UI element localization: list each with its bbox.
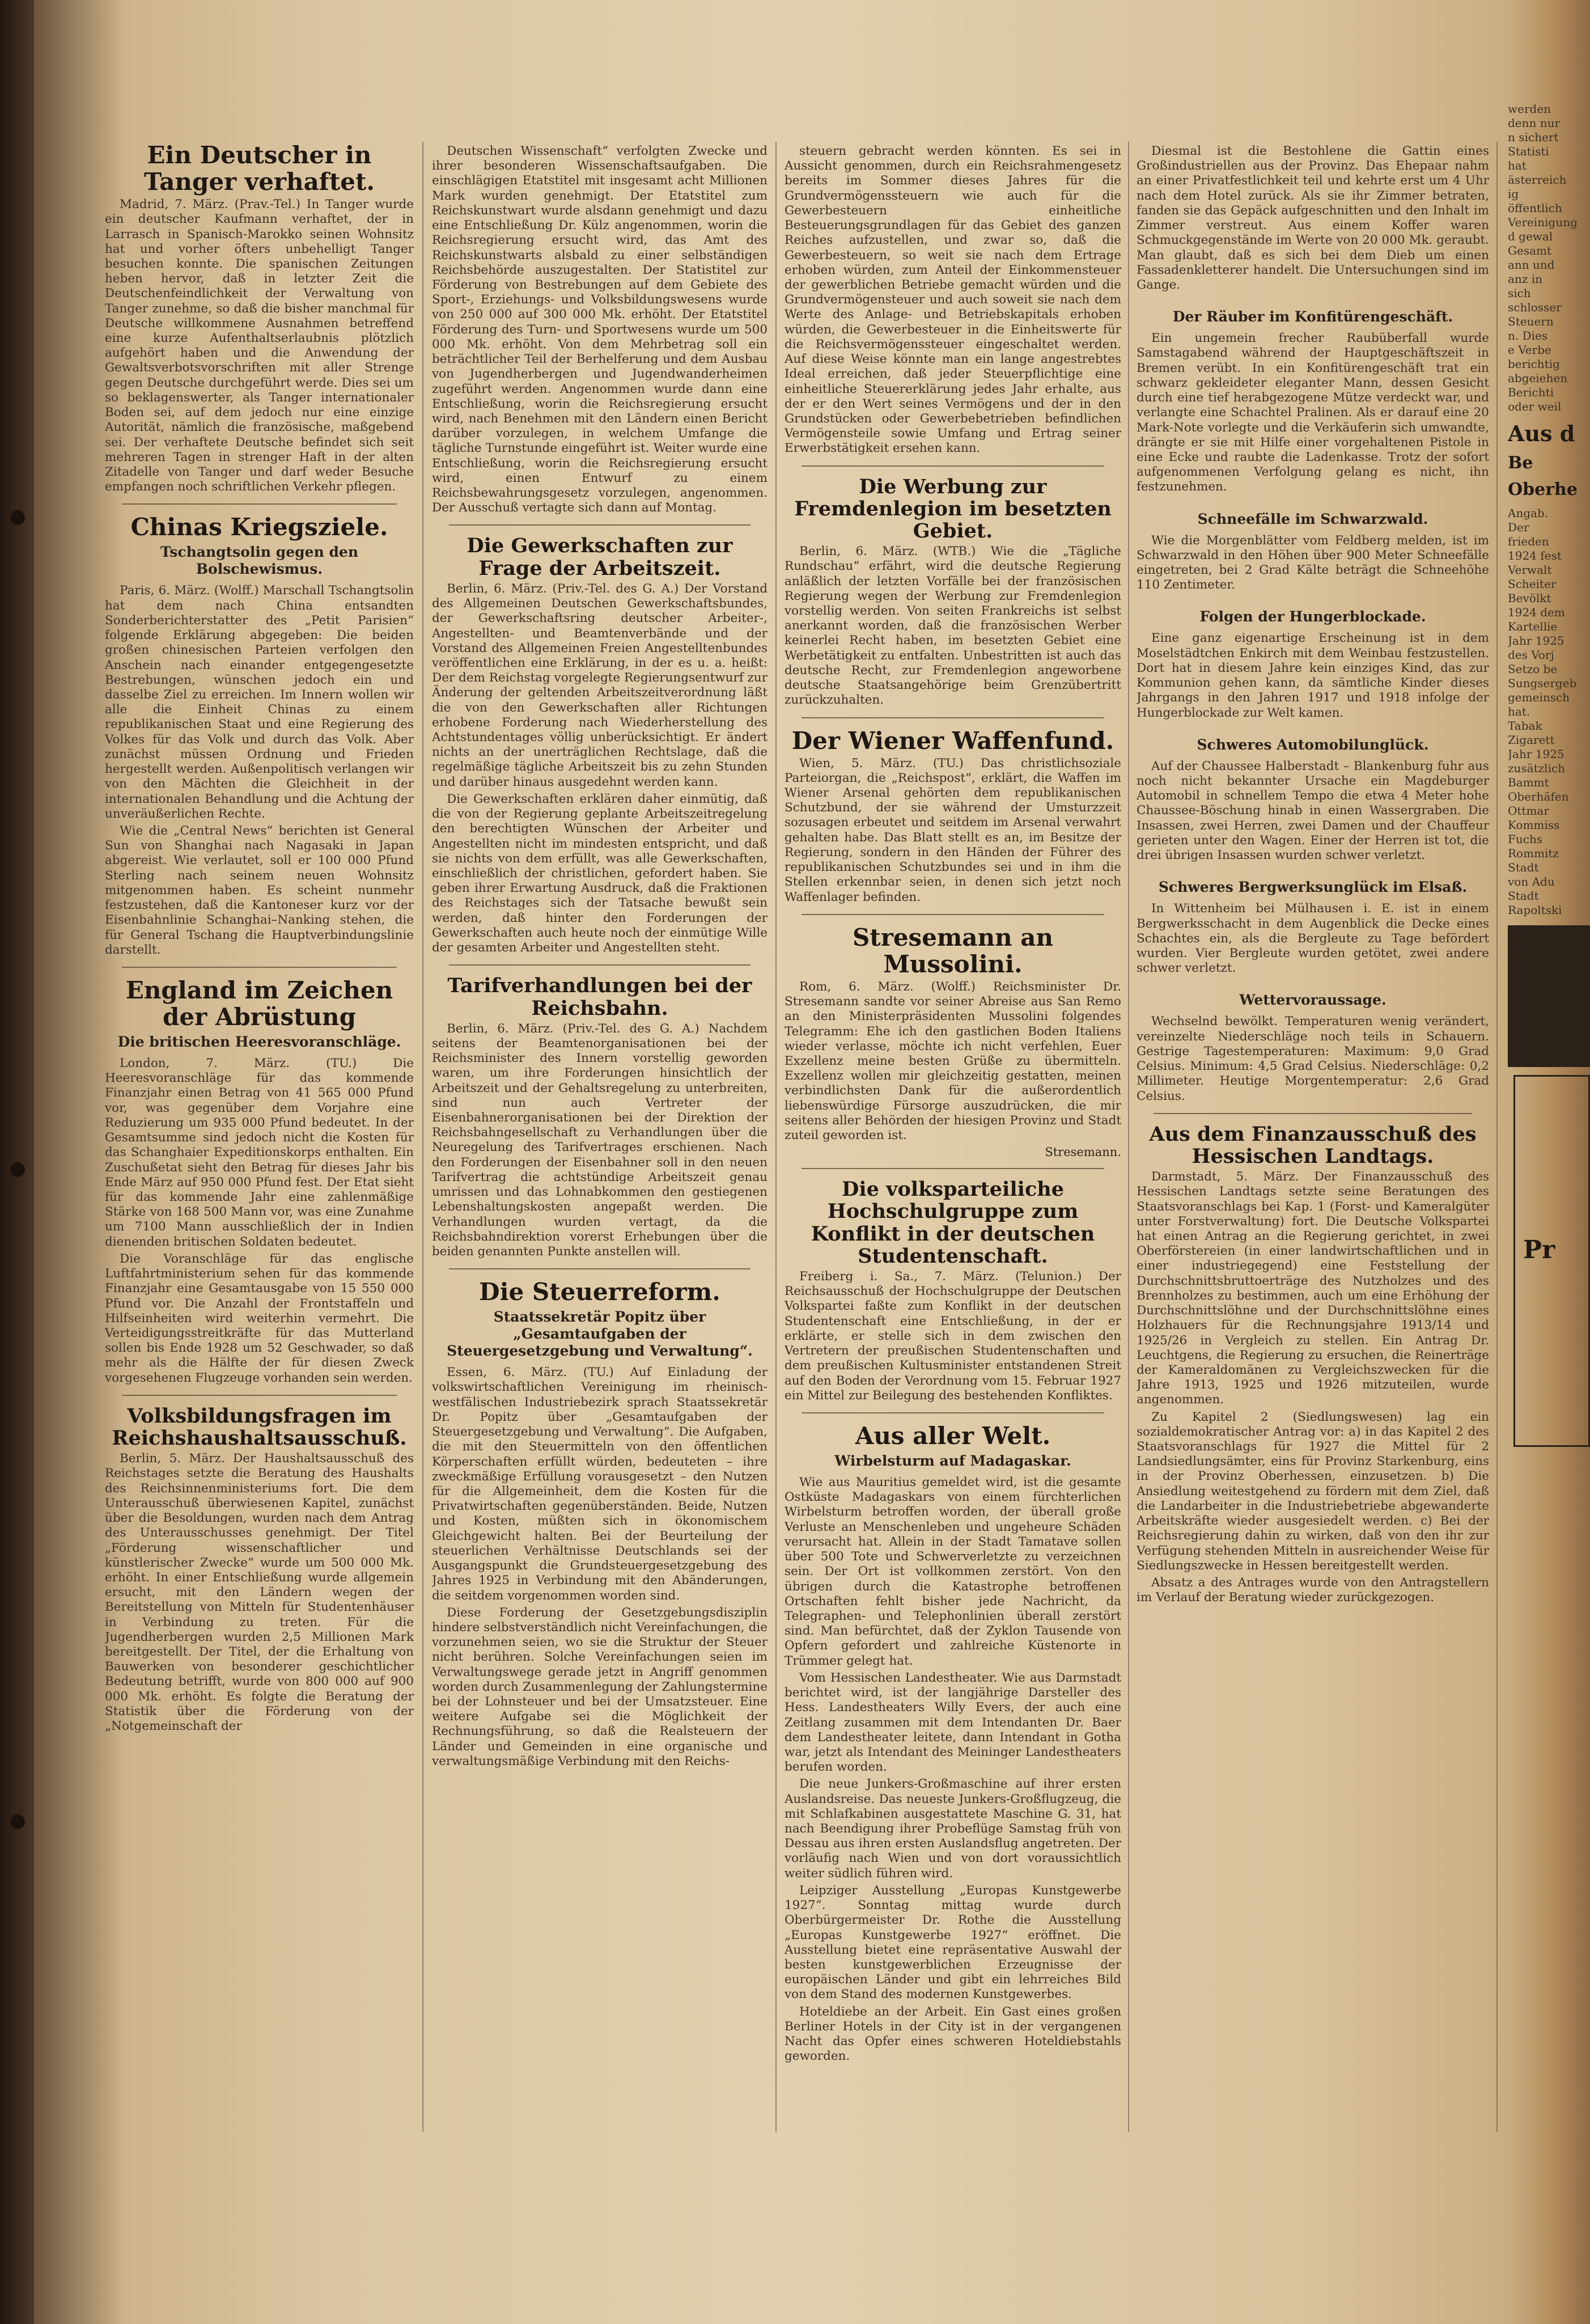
article-separator [122, 1395, 397, 1396]
next-page-line: Rommitz [1508, 846, 1559, 860]
article-paragraph: Deutschen Wissenschaft“ verfolgten Zwecke und ihrer besonderen Wissenschaftsaufgaben. Die einschlägigen Etatstitel mit insgesamt acht Millionen Mark wurden genehmigt. Der Etatstitel zum Reichskunstwart wurde alsdann genehmigt und dazu eine Entschließung Dr. Külz angenommen, worin die Reichsregierung ersucht wird, das Amt des Reichskunstwarts alsbald zu einer selbständigen Reichsbehörde auszugestalten. Der Statistitel zur Förderung von Bestrebungen auf dem Gebiete des Sport-, Erziehungs- und Volksbildungswesens wurde von 250 000 auf 300 000 Mk. erhöht. Der Etatstitel Förderung des Turn- und Sportwesens wurde um 500 000 Mk. erhöht. Von dem Mehrbetrag soll ein beträchtlicher Teil der Berhelferung und dem Ausbau von Jugendherbergen und Jugendwanderheimen zugeführt werden. Angenommen wurde dann eine Entschließung, worin die Reichsregierung ersucht wird, nach Benehmen mit den Ländern einen Bericht darüber vorzulegen, in welchem Umfange die tägliche Turnstunde eingeführt ist. Weiter wurde eine Entschließung, worin die Reichsregierung ersucht wird, einen Entwurf zu einem Reichsbewahrungsgesetz vorzulegen, angenommen. Der Ausschuß vertagte sich dann auf Montag. [432, 144, 768, 515]
spacer [1137, 595, 1489, 605]
column-rule [775, 142, 777, 2132]
article-paragraph: Wie aus Mauritius gemeldet wird, ist die gesamte Ostküste Madagaskars von einem fürchterlichen Wirbelsturm betroffen worden, der überall große Verluste an Menschenleben und ungeheure Schäden verursacht hat. Allein in der Stadt Tamatave sollen über 500 Tote und Schwerverletzte zu verzeichnen sein. Der Ort ist vollkommen zerstört. Von den übrigen durch die Katastrophe betroffenen Ortschaften fehlt bisher jede Nachricht, da Telegraphen- und Telephonlinien überall zerstört sind. Man befürchtet, daß der Zyklon Tausende von Opfern gefordert und zahlreiche Küstenorte in Trümmer gelegt hat. [785, 1475, 1121, 1668]
article [105, 967, 414, 1386]
article-paragraph: Ein ungemein frecher Raubüberfall wurde Samstagabend während der Hauptgeschäftszeit in Bremen verübt. In ein Konfitürengeschäft trat ein schwarz gekleideter eleganter Mann, dessen Gesicht durch eine tief herabgezogene Mütze verdeckt war, und verlangte eine Schachtel Pralinen. Als er darauf eine 20 Mark-Note vorlegte und die Verkäuferin sich umwandte, drängte er sie mit Hilfe einer vorgehaltenen Pistole in eine Ecke und raubte die Ladenkasse. Trotz der sofort aufgenommenen Verfolgung gelang es nicht, ihn festzunehmen. [1137, 331, 1489, 494]
article-headline: Aus dem Finanzausschuß des Hessischen Landtags. [1149, 1122, 1477, 1168]
next-page-line: hat [1508, 159, 1527, 172]
article [432, 144, 768, 515]
next-page-line: d gewal [1508, 230, 1553, 243]
article-separator [449, 964, 751, 966]
column-rule [1128, 142, 1129, 2132]
next-page-line: 1924 fest [1508, 549, 1562, 562]
next-page-line: Setzo be [1508, 662, 1558, 676]
article-paragraph: Madrid, 7. März. (Prav.-Tel.) In Tanger wurde ein deutscher Kaufmann verhaftet, der in Larrasch in Spanisch-Marokko seinen Wohnsitz hat und vorher öfters unbehelligt Tanger besuchen konnte. Die spanischen Zeitungen heben hervor, daß in letzter Zeit die Deutschenfeindlichkeit der Verwaltung von Tanger zunehme, so daß die bisher manchmal für Deutsche willkommene Ausnahmen betreffend eine kurze Aufenthaltserlaubnis plötzlich aufgehört haben und die Anwendung der Gewaltsverbotsvorschriften mit aller Strenge gegen Deutsche durchgeführt werde. Dies sei um so beklagenswerter, als Tanger internationaler Boden sei, auf dem jedoch nur eine einzige Autorität, nämlich die französische, maßgebend sei. Der verhaftete Deutsche befindet sich seit mehreren Tagen in strenger Haft in der alten Zitadelle von Tanger und darf weder Besuche empfangen noch schriftlichen Verkehr pflegen. [105, 197, 414, 494]
next-page-heading: Oberhe [1508, 480, 1578, 499]
article-separator [802, 1168, 1104, 1169]
article-subhead: Staatssekretär Popitz über „Gesamtaufgaben der Steuergesetzgebung und Verwaltung“. [447, 1309, 753, 1360]
next-page-line: Bammt [1508, 776, 1549, 789]
article-subhead: Wirbelsturm auf Madagaskar. [834, 1453, 1071, 1469]
column-rule [422, 142, 423, 2132]
article-paragraph: Rom, 6. März. (Wolff.) Reichsminister Dr. Stresemann sandte vor seiner Abreise aus San Remo an den Ministerpräsidenten Mussolini folgendes Telegramm: Ehe ich den gastlichen Boden Italiens wieder verlasse, möchte ich nicht verfehlen, Euer Exzellenz meine besten Grüße zu übermitteln. Exzellenz wollen mir gleichzeitig gestatten, meinen verbindlichsten Dank für die außerordentlich liebenswürdige Fürsorge auszudrücken, die mir seitens aller Behörden der hiesigen Provinz und Stadt zuteil geworden ist. [785, 979, 1121, 1143]
next-page-line: Sungsergeb [1508, 676, 1577, 690]
article-separator [802, 1412, 1104, 1413]
next-page-line: Oberhäfen [1508, 790, 1569, 803]
next-page-line: anz in [1508, 272, 1542, 286]
article [785, 1168, 1121, 1403]
article-subhead: Schweres Bergwerksunglück im Elsaß. [1158, 879, 1468, 896]
article-subhead: Die britischen Heeresvoranschläge. [117, 1034, 401, 1050]
next-page-line: n. Dies [1508, 329, 1548, 342]
next-page-heading: Aus d [1508, 421, 1575, 446]
article-headline: Volksbildungsfragen im Reichshaushaltsausschuß. [112, 1404, 407, 1450]
article [785, 465, 1121, 708]
article [432, 964, 768, 1259]
next-page-line: ästerreich [1508, 173, 1567, 187]
next-page-line: Bevölkt [1508, 591, 1551, 605]
next-page-line: oder weil [1508, 400, 1562, 413]
binding-hole [10, 1162, 25, 1177]
next-page-line: von Adu [1508, 875, 1555, 888]
next-page-line: schlosser [1508, 300, 1562, 314]
next-page-line: Ottmar [1508, 804, 1549, 818]
column-2 [432, 142, 768, 2160]
column-3 [785, 142, 1121, 2160]
next-page-line: sich [1508, 286, 1531, 300]
next-page-frame [1513, 1075, 1590, 1447]
article-headline: Die Steuerreform. [479, 1278, 720, 1306]
article [105, 503, 414, 958]
article-signature: Stresemann. [1045, 1145, 1121, 1159]
next-page-line: abgeiehen [1508, 371, 1568, 385]
next-page-line: Kartellie [1508, 620, 1558, 633]
article [432, 1268, 768, 1769]
article-separator [1154, 1113, 1472, 1114]
next-page-line: 1924 dem [1508, 606, 1565, 619]
article-subhead: Tschangtsolin gegen den Bolschewismus. [160, 544, 359, 578]
article-paragraph: Paris, 6. März. (Wolff.) Marschall Tschangtsolin hat dem nach China entsandten Sonderberichterstatter des „Petit Parisien“ folgende Erklärung abgegeben: Die beiden großen chinesischen Parteien verfolgen den Anschein nach einander entgegengesetzte Bestrebungen, wünschen jedoch ein und dasselbe Ziel zu erreichen. Im Innern wollen wir alle die Einheit Chinas zu einem republikanischen Staat und eine Regierung des Volkes für das Volk und durch das Volk. Aber zunächst müssen Ordnung und Frieden hergestellt werden. Außenpolitisch verlangen wir von den Mächten die Gleichheit in der internationalen Behandlung und die Achtung der unveräußerlichen Rechte. [105, 583, 414, 821]
article-separator [802, 717, 1104, 718]
column-rule [1496, 142, 1498, 2132]
article [785, 914, 1121, 1159]
next-page-line: n sichert [1508, 130, 1559, 144]
article-paragraph: Absatz a des Antrages wurde von den Antragstellern im Verlauf der Beratung wieder zurückgezogen. [1137, 1576, 1489, 1605]
next-page-line: Stadt [1508, 861, 1539, 874]
next-page-line: Statisti [1508, 145, 1549, 158]
next-page-edge [1508, 102, 1590, 2200]
article-subhead: Wettervoraussage. [1239, 992, 1387, 1009]
article [1137, 723, 1489, 863]
article-headline: Die Gewerkschaften zur Frage der Arbeitszeit. [467, 534, 733, 580]
article [785, 144, 1121, 456]
article-paragraph: Eine ganz eigenartige Erscheinung ist in dem Moselstädtchen Enkirch mit dem Weinbau festzustellen. Dort hat in diesem Jahre kein einziges Kind, das zur Kommunion gehen kann, da sämtliche Kinder dieses Jahrgangs in den Jahren 1917 und 1918 infolge der Hungerblockade zur Welt kamen. [1137, 631, 1489, 720]
article-subhead: Schneefälle im Schwarzwald. [1197, 510, 1428, 527]
article-paragraph: Wien, 5. März. (TU.) Das christlichsoziale Parteiorgan, die „Reichspost“, erklärt, die Waffen im Wiener Arsenal gehörten dem republikanischen Schutzbund, der sie während der Umsturzzeit sozusagen erbeutet und seitdem im Arsenal verwahrt gehalten habe. Das Blatt stellt es an, im Besitze der Regierung, sondern in den Händen der Führer des republikanischen Schutzbundes sei und in ihm die Stellen erkennbar seien, in denen sich jetzt noch Waffenlager befinden. [785, 756, 1121, 904]
article-paragraph: Diesmal ist die Bestohlene die Gattin eines Großindustriellen aus der Provinz. Das Ehepaar nahm an einer Privatfestlichkeit teil und kehrte erst um 4 Uhr nach dem Hotel zurück. Als sie ihr Zimmer betraten, fanden sie das Gepäck aufgeschnitten und den Inhalt im Zimmer verstreut. Aus einem Koffer waren Schmuckgegenstände im Werte von 20 000 Mk. geraubt. Man glaubt, daß es sich bei dem Dieb um einen Fassadenkletterer handelt. Die Untersuchungen sind im Gange. [1137, 144, 1489, 292]
article [105, 1395, 414, 1734]
next-page-dark-block [1508, 925, 1590, 1067]
next-page-line: Kommiss [1508, 818, 1560, 832]
next-page-line: Stadt [1508, 889, 1539, 903]
article-paragraph: Essen, 6. März. (TU.) Auf Einladung der volkswirtschaftlichen Vereinigung im rheinisch-westfälischen Industriebezirk sprach Staatssekretär Dr. Popitz über „Gesamtaufgaben der Steuergesetzgebung und Verwaltung“. Die Aufgaben, die mit den Steuermitteln von den öffentlichen Körperschaften erfüllt würden, bedeuteten – ihre zweckmäßige Erfüllung vorausgesetzt – den Nutzen für die Allgemeinheit, dem die Kosten für die Privatwirtschaften gegenüberständen. Beide, Nutzen und Kosten, müßten sich in ökonomischem Gleichgewicht halten. Bei der Beurteilung der steuerlichen Verhältnisse Deutschlands sei der Ausgangspunkt die Grundsteuergesetzgebung des Jahres 1925 in Verbindung mit den Abänderungen, die seitdem vorgenommen worden sind. [432, 1365, 768, 1603]
next-page-line: Tabak [1508, 719, 1542, 733]
next-page-fragments-low [1508, 776, 1590, 917]
article-paragraph: Berlin, 5. März. Der Haushaltsausschuß des Reichstages setzte die Beratung des Haushalts des Reichsinnenministeriums fort. Die dem Unterausschuß überwiesenen Kapitel, zunächst über die Besoldungen, wurden nach dem Antrag des Unterausschusses genehmigt. Der Titel „Förderung wissenschaftlicher und künstlerischer Zwecke“ wurde um 500 000 Mk. erhöht. In einer Entschließung wurde allgemein ersucht, mit den Ländern wegen der Bereitstellung von Mitteln für Studentenhäuser in Verbindung zu treten. Für die Jugendherbergen wurden 2,5 Millionen Mark bereitgestellt. Der Titel, der die Erhaltung von Bauwerken von besonderer geschichtlicher Bedeutung betrifft, wurde von 800 000 auf 900 000 Mk. erhöht. Es folgte die Beratung der Statistik über die Förderung von der „Notgemeinschaft der [105, 1451, 414, 1734]
next-page-heading: Pr [1523, 1235, 1555, 1264]
spacer [1137, 865, 1489, 875]
spacer [1137, 723, 1489, 733]
article-headline: Aus aller Welt. [855, 1421, 1051, 1450]
article-paragraph: Vom Hessischen Landestheater. Wie aus Darmstadt berichtet wird, ist der langjährige Darsteller des Hess. Landestheaters Willy Evers, der auch eine Zeitlang zusammen mit dem Intendanten Dr. Baer dem Landestheater leitete, dann Intendant in Gotha war, jetzt als Intendant des Meininger Landestheaters berufen worden. [785, 1670, 1121, 1775]
next-page-line: Scheiter [1508, 577, 1557, 591]
article-paragraph: Wie die „Central News“ berichten ist General Sun von Shanghai nach Nagasaki in Japan abgereist. Wie verlautet, soll er 100 000 Pfund Sterling nach seinem neuen Wohnsitz mitgenommen haben. Es scheint nunmehr festzustehen, daß die Kantoneser kurz vor der Eisenbahnlinie Schanghai–Nanking stehen, die für General Tschang die Hauptverbindungslinie darstellt. [105, 823, 414, 957]
article [1137, 497, 1489, 593]
article-separator [122, 967, 397, 968]
article-headline: Der Wiener Waffenfund. [791, 726, 1114, 755]
spacer [1137, 978, 1489, 988]
article-paragraph: Auf der Chaussee Halberstadt – Blankenburg fuhr aus noch nicht bekannter Ursache ein Magdeburger Automobil in schnellem Tempo die etwa 4 Meter hohe Chaussee-Böschung hinab in einen Wassergraben. Die Insassen, zwei Herren, zwei Damen und der Chauffeur gerieten unter den Wagen. Einer der Herren ist tot, die drei übrigen Insassen wurden schwer verletzt. [1137, 759, 1489, 863]
article [785, 717, 1121, 905]
next-page-line: öffentlich [1508, 201, 1562, 215]
article-headline: Ein Deutscher in Tanger verhaftet. [143, 142, 375, 196]
article-subhead: Folgen der Hungerblockade. [1199, 608, 1426, 625]
article-separator [802, 465, 1104, 467]
article-paragraph: Die Voranschläge für das englische Luftfahrtministerium sehen für das kommende Finanzjahr eine Gesamtausgabe von 15 550 000 Pfund vor. Die Anzahl der Frontstaffeln und Hilfseinheiten wird weiterhin vermehrt. Die Verteidigungsstreitkräfte für das Mutterland sollen bis Ende 1928 um 52 Geschwader, so daß mehr als die Hälfte der für diesen Zweck vorgesehenen Flugzeuge vorhanden sein werden. [105, 1251, 414, 1385]
binding-hole [10, 1814, 25, 1829]
article-headline: Die volksparteiliche Hochschulgruppe zum Konflikt in der deutschen Studentenschaft. [811, 1178, 1095, 1268]
article-headline: Tarifverhandlungen bei der Reichsbahn. [447, 974, 752, 1020]
next-page-line: Zigarett [1508, 733, 1555, 747]
article [105, 142, 414, 494]
article-paragraph: Wechselnd bewölkt. Temperaturen wenig verändert, vereinzelte Niederschläge noch teils in Schauern. Gestrige Tagestemperaturen: Maximum: 9,0 Grad Celsius. Minimum: 4,5 Grad Celsius. Niederschläge: 0,2 Millimeter. Heutige Morgentemperatur: 2,6 Grad Celsius. [1137, 1014, 1489, 1103]
next-page-line: Verwalt [1508, 563, 1552, 577]
article-separator [122, 503, 397, 505]
column-1 [105, 142, 414, 2160]
article [785, 1412, 1121, 2064]
article-headline: Stresemann an Mussolini. [852, 923, 1054, 978]
next-page-line: ig [1508, 187, 1519, 201]
article-paragraph: Die Gewerkschaften erklären daher einmütig, daß die von der Regierung geplante Arbeitszeitregelung den berechtigten Wünschen der Arbeiter und Angestellten nicht im mindesten entspricht, und daß sie nichts von dem erfüllt, was alle Gewerkschaften, einschließlich der christlichen, gefordert haben. Sie geben ihrer Erwartung Ausdruck, daß die Fraktionen des Reichstages sich der Tatsache bewußt sein werden, daß hinter den Forderungen der Gewerkschaften auch heute noch der einmütige Wille der gesamten Arbeiter und Angestellten steht. [432, 791, 768, 955]
article-paragraph: Zu Kapitel 2 (Siedlungswesen) lag ein sozialdemokratischer Antrag vor: a) in das Kapitel 2 des Staatsvoranschlags für 1927 die Mittel für 2 Landsiedlungsämter, eins für Provinz Starkenburg, eins in der Provinz Oberhessen, einzusetzen. b) Die Ansiedlung weitestgehend zu fördern mit dem Ziel, daß die Landarbeiter in die Industriebetriebe abgewanderte Arbeitskräfte wieder ausgesiedelt werden. c) Bei der Reichsregierung dahin zu wirken, daß von den ihr zur Verfügung stehenden Mitteln in ausreichender Weise für Siedlungszwecke in Hessen bereitgestellt werden. [1137, 1409, 1489, 1573]
article-subhead: Der Räuber im Konfitürengeschäft. [1172, 308, 1453, 325]
article [1137, 144, 1489, 293]
next-page-line: gemeinsch [1508, 691, 1570, 704]
next-page-line: Berichti [1508, 386, 1554, 399]
article-separator [802, 914, 1104, 915]
article-subhead: Schweres Automobilunglück. [1197, 736, 1429, 753]
article-paragraph: Berlin, 6. März. (WTB.) Wie die „Tägliche Rundschau“ erfährt, wird die deutsche Regierung anläßlich der letzten Vorfälle bei der französischen Regierung wegen der Werbung zur Fremdenlegion vorstellig werden. Von seiten Frankreichs ist selbst anerkannt worden, daß die französischen Werber keinerlei Recht haben, im besetzten Gebiet eine Werbetätigkeit zu entfalten. Unbestritten ist auch das deutsche Recht, zur Fremdenlegion angeworbene deutsche Staatsangehörige beim Grenzübertritt zurückzuhalten. [785, 544, 1121, 708]
article-paragraph: Berlin, 6. März. (Priv.-Tel. des G. A.) Der Vorstand des Allgemeinen Deutschen Gewerkschaftsbundes, der Gewerkschaftsring deutscher Arbeiter-, Angestellten- und Beamtenverbände und der Vorstand des Allgemeinen Freien Angestelltenbundes veröffentlichen eine Erklärung, in der es u. a. heißt: Der dem Reichstag vorgelegte Regierungsentwurf zur Änderung der geltenden Arbeitszeitverordnung läßt die von den Gewerkschaften aller Richtungen erhobene Forderung nach Wiederherstellung des Achtstundentages völlig unberücksichtigt. Er ändert nichts an der unerträglichen Rechtslage, daß die regelmäßige tägliche Arbeitszeit bis zu zehn Stunden und darüber hinaus ausgedehnt werden kann. [432, 581, 768, 789]
next-page-line: ann und [1508, 258, 1555, 272]
spacer [1137, 295, 1489, 305]
article-headline: Chinas Kriegsziele. [130, 513, 388, 541]
next-page-line: Fuchs [1508, 832, 1543, 846]
article [1137, 295, 1489, 494]
next-page-line: werden [1508, 102, 1551, 116]
article-paragraph: steuern gebracht werden könnten. Es sei in Aussicht genommen, durch ein Reichsrahmengesetz bereits im Sommer dieses Jahres für die Grundvermögenssteuern wie auch für die Gewerbesteuern einheitliche Besteuerungsgrundlagen für das Gebiet des ganzen Reiches aufzustellen, und zwar so, daß die Gewerbesteuern, so weit sie nach dem Ertrage erhoben würden, zum Anteil der Einkommensteuer der gewerblichen Betriebe gemacht würden und die Grundvermögensteuer und auch soweit sie nach dem Werte des Anlage- und Betriebskapitals erhoben würden, die Gewerbesteuer in die Einheitswerte für die Reichsvermögenssteuer eingeschaltet werden. Auf diese Weise könnte man ein lange angestrebtes Ideal erreichen, daß jeder Steuerpflichtige eine einheitliche Steuererklärung jedes Jahr erhalte, aus der er den Wert seines Vermögens und der in den Grundstücken oder Gewerbebetrieben befindlichen Vermögensteile sowie Umfang und Ertrag seiner Erwerbstätigkeit ersehen kann. [785, 144, 1121, 456]
next-page-fragments-top [1508, 102, 1590, 414]
next-page-line: Angab. [1508, 506, 1549, 520]
article-paragraph: Hoteldiebe an der Arbeit. Ein Gast eines großen Berliner Hotels in der City ist in der vergangenen Nacht das Opfer eines schweren Hoteldiebstahls geworden. [785, 2004, 1121, 2064]
next-page-line: Rapoltski [1508, 903, 1562, 917]
next-page-line: zusätzlich [1508, 761, 1566, 775]
next-page-line: Gesamt [1508, 244, 1552, 257]
next-page-line: e Verbe [1508, 343, 1551, 357]
article-paragraph: Leipziger Ausstellung „Europas Kunstgewerbe 1927“. Sonntag mittag wurde durch Oberbürgermeister Dr. Rothe die Ausstellung „Europas Kunstgewerbe 1927“ eröffnet. Die Ausstellung bietet eine repräsentative Auswahl der besten kunstgewerblichen Erzeugnisse der europäischen Länder und gibt ein lehrreiches Bild von dem Stand des modernen Kunstgewerbes. [785, 1883, 1121, 2002]
article-paragraph: In Wittenheim bei Mülhausen i. E. ist in einem Bergwerksschacht in dem Augenblick die Decke eines Schachtes ein, als die Bergleute zu Tage befördert wurden. Vier Bergleute wurden getötet, zwei andere schwer verletzt. [1137, 901, 1489, 976]
article-paragraph: Die neue Junkers-Großmaschine auf ihrer ersten Auslandsreise. Das neueste Junkers-Großflugzeug, die mit Schlafkabinen ausgestattete Maschine G. 31, hat nach Beendigung ihrer Probeflüge Samstag früh von Dessau aus ihren ersten Auslandsflug angetreten. Der vorläufig nach Wien und von dort voraussichtlich weiter südlich führen wird. [785, 1777, 1121, 1881]
article-headline: Die Werbung zur Fremdenlegion im besetzten Gebiet. [794, 475, 1112, 543]
spacer [1137, 497, 1489, 507]
article [1137, 978, 1489, 1103]
next-page-line: Steuern [1508, 315, 1554, 328]
next-page-line: berichtig [1508, 357, 1560, 371]
article-paragraph: Diese Forderung der Gesetzgebungsdisziplin hindere selbstverständlich nicht Vereinfachungen, die vorzunehmen seien, wo sie die Struktur der Steuer nicht berühren. Solche Vereinfachungen seien im Verwaltungswege gerade jetzt in Angriff genommen worden durch Zusammenlegung der Zahlungstermine bei der Lohnsteuer und bei der Umsatzsteuer. Eine weitere Aufgabe sei die Möglichkeit der Rechnungsführung, so daß die Realsteuern der Länder und Gemeinden in eine organische und verwaltungsmäßige Verbindung mit den Reichs- [432, 1605, 768, 1768]
next-page-line: des Vorj [1508, 648, 1554, 662]
next-page-line: Jahr 1925 [1508, 747, 1564, 761]
binding-hole [10, 510, 25, 525]
article [1137, 595, 1489, 720]
article-paragraph: Berlin, 6. März. (Priv.-Tel. des G. A.) Nachdem seitens der Beamtenorganisationen bei der Reichsminister des Innern vorstellig geworden waren, um ihre Forderungen hinsichtlich der Arbeitszeit und der Gehaltsregelung zu unterbreiten, sind nun auch Vertreter der Eisenbahnerorganisationen bei der Direktion der Reichsbahngesellschaft zu Verhandlungen über die Neuregelung des Tarifvertrages erschienen. Nach den Forderungen der Eisenbahner soll in den neuen Tarifvertrag die achtstündige Arbeitszeit genau umrissen und das Lohnabkommen den gestiegenen Lebenshaltungskosten angepaßt werden. Die Verhandlungen wurden vertagt, da die Reichsbahndirektion vorerst Erhebungen über die beiden genannten Punkte anstellen will. [432, 1021, 768, 1259]
article-separator [449, 524, 751, 526]
next-page-heading: Be [1508, 453, 1533, 473]
article [1137, 865, 1489, 976]
column-4 [1137, 142, 1489, 2160]
next-page-line: Jahr 1925 [1508, 634, 1564, 647]
article-headline: England im Zeichen der Abrüstung [125, 976, 393, 1031]
next-page-line: Der [1508, 520, 1529, 534]
article-paragraph: London, 7. März. (TU.) Die Heeresvoranschläge für das kommende Finanzjahr einen Betrag von 41 565 000 Pfund vor, was gegenüber dem Vorjahre eine Reduzierung um 935 000 Pfund bedeutet. In der Gesamtsumme sind jedoch nicht die Kosten für das Schanghaier Expeditionskorps enthalten. Ein Zuschußetat sieht den Betrag für dieses Jahr bis Ende März auf 950 000 Pfund fest. Der Etat sieht für das kommende Jahr eine zahlenmäßige Stärke von 168 500 Mann vor, was eine Zunahme um 7100 Mann ausschließlich der in Indien dienenden britischen Soldaten bedeutet. [105, 1056, 414, 1249]
next-page-line: frieden [1508, 535, 1549, 548]
next-page-line: hat. [1508, 705, 1530, 718]
next-page-line: Vereinigung [1508, 215, 1578, 229]
article-paragraph: Darmstadt, 5. März. Der Finanzausschuß des Hessischen Landtags setzte seine Beratungen des Staatsvoranschlags bei Kap. 1 (Forst- und Kameralgüter unter Forstverwaltung) fort. Die Deutsche Volkspartei hat einen Antrag an die Regierung gerichtet, in zwei Oberförstereien (in einer landwirtschaftlichen und in einer industriegegend) eine Feststellung der Durchschnittsbruttoerträge des Nutzholzes und des Brennholzes zu bestimmen, auch um eine Erhöhung der Durchschnittslöhne und der Durchschnittslöhne eines Holzhauers für die Rechnungsjahre 1913/14 und 1925/26 in Vergleich zu stellen. Ein Antrag Dr. Leuchtgens, die Regierung zu ersuchen, die Reinerträge der Kameraldomänen zu Vergleichszwecken für die Jahre 1913, 1925 und 1926 mitzuteilen, wurde angenommen. [1137, 1170, 1489, 1407]
article [432, 524, 768, 955]
article-paragraph: Wie die Morgenblätter vom Feldberg melden, ist im Schwarzwald in den Höhen über 900 Meter Schneefälle eingetreten, bei 2 Grad Kälte beträgt die Schneehöhe 110 Zentimeter. [1137, 533, 1489, 592]
article [1137, 1113, 1489, 1606]
next-page-line: denn nur [1508, 116, 1561, 130]
article-paragraph: Freiberg i. Sa., 7. März. (Telunion.) Der Reichsausschuß der Hochschulgruppe der Deutschen Volkspartei faßte zum Konflikt in der deutschen Studentenschaft eine Entschließung, in der er erklärte, er stelle sich in dem zwischen den Vertretern der preußischen Studentenschaften und dem preußischen Kultusminister entstandenen Streit auf den Boden der Verordnung vom 15. Februar 1927 ein Mittel zur Beilegung des bestehenden Konfliktes. [785, 1269, 1121, 1403]
article-separator [449, 1268, 751, 1269]
next-page-fragments-mid [1508, 506, 1590, 776]
